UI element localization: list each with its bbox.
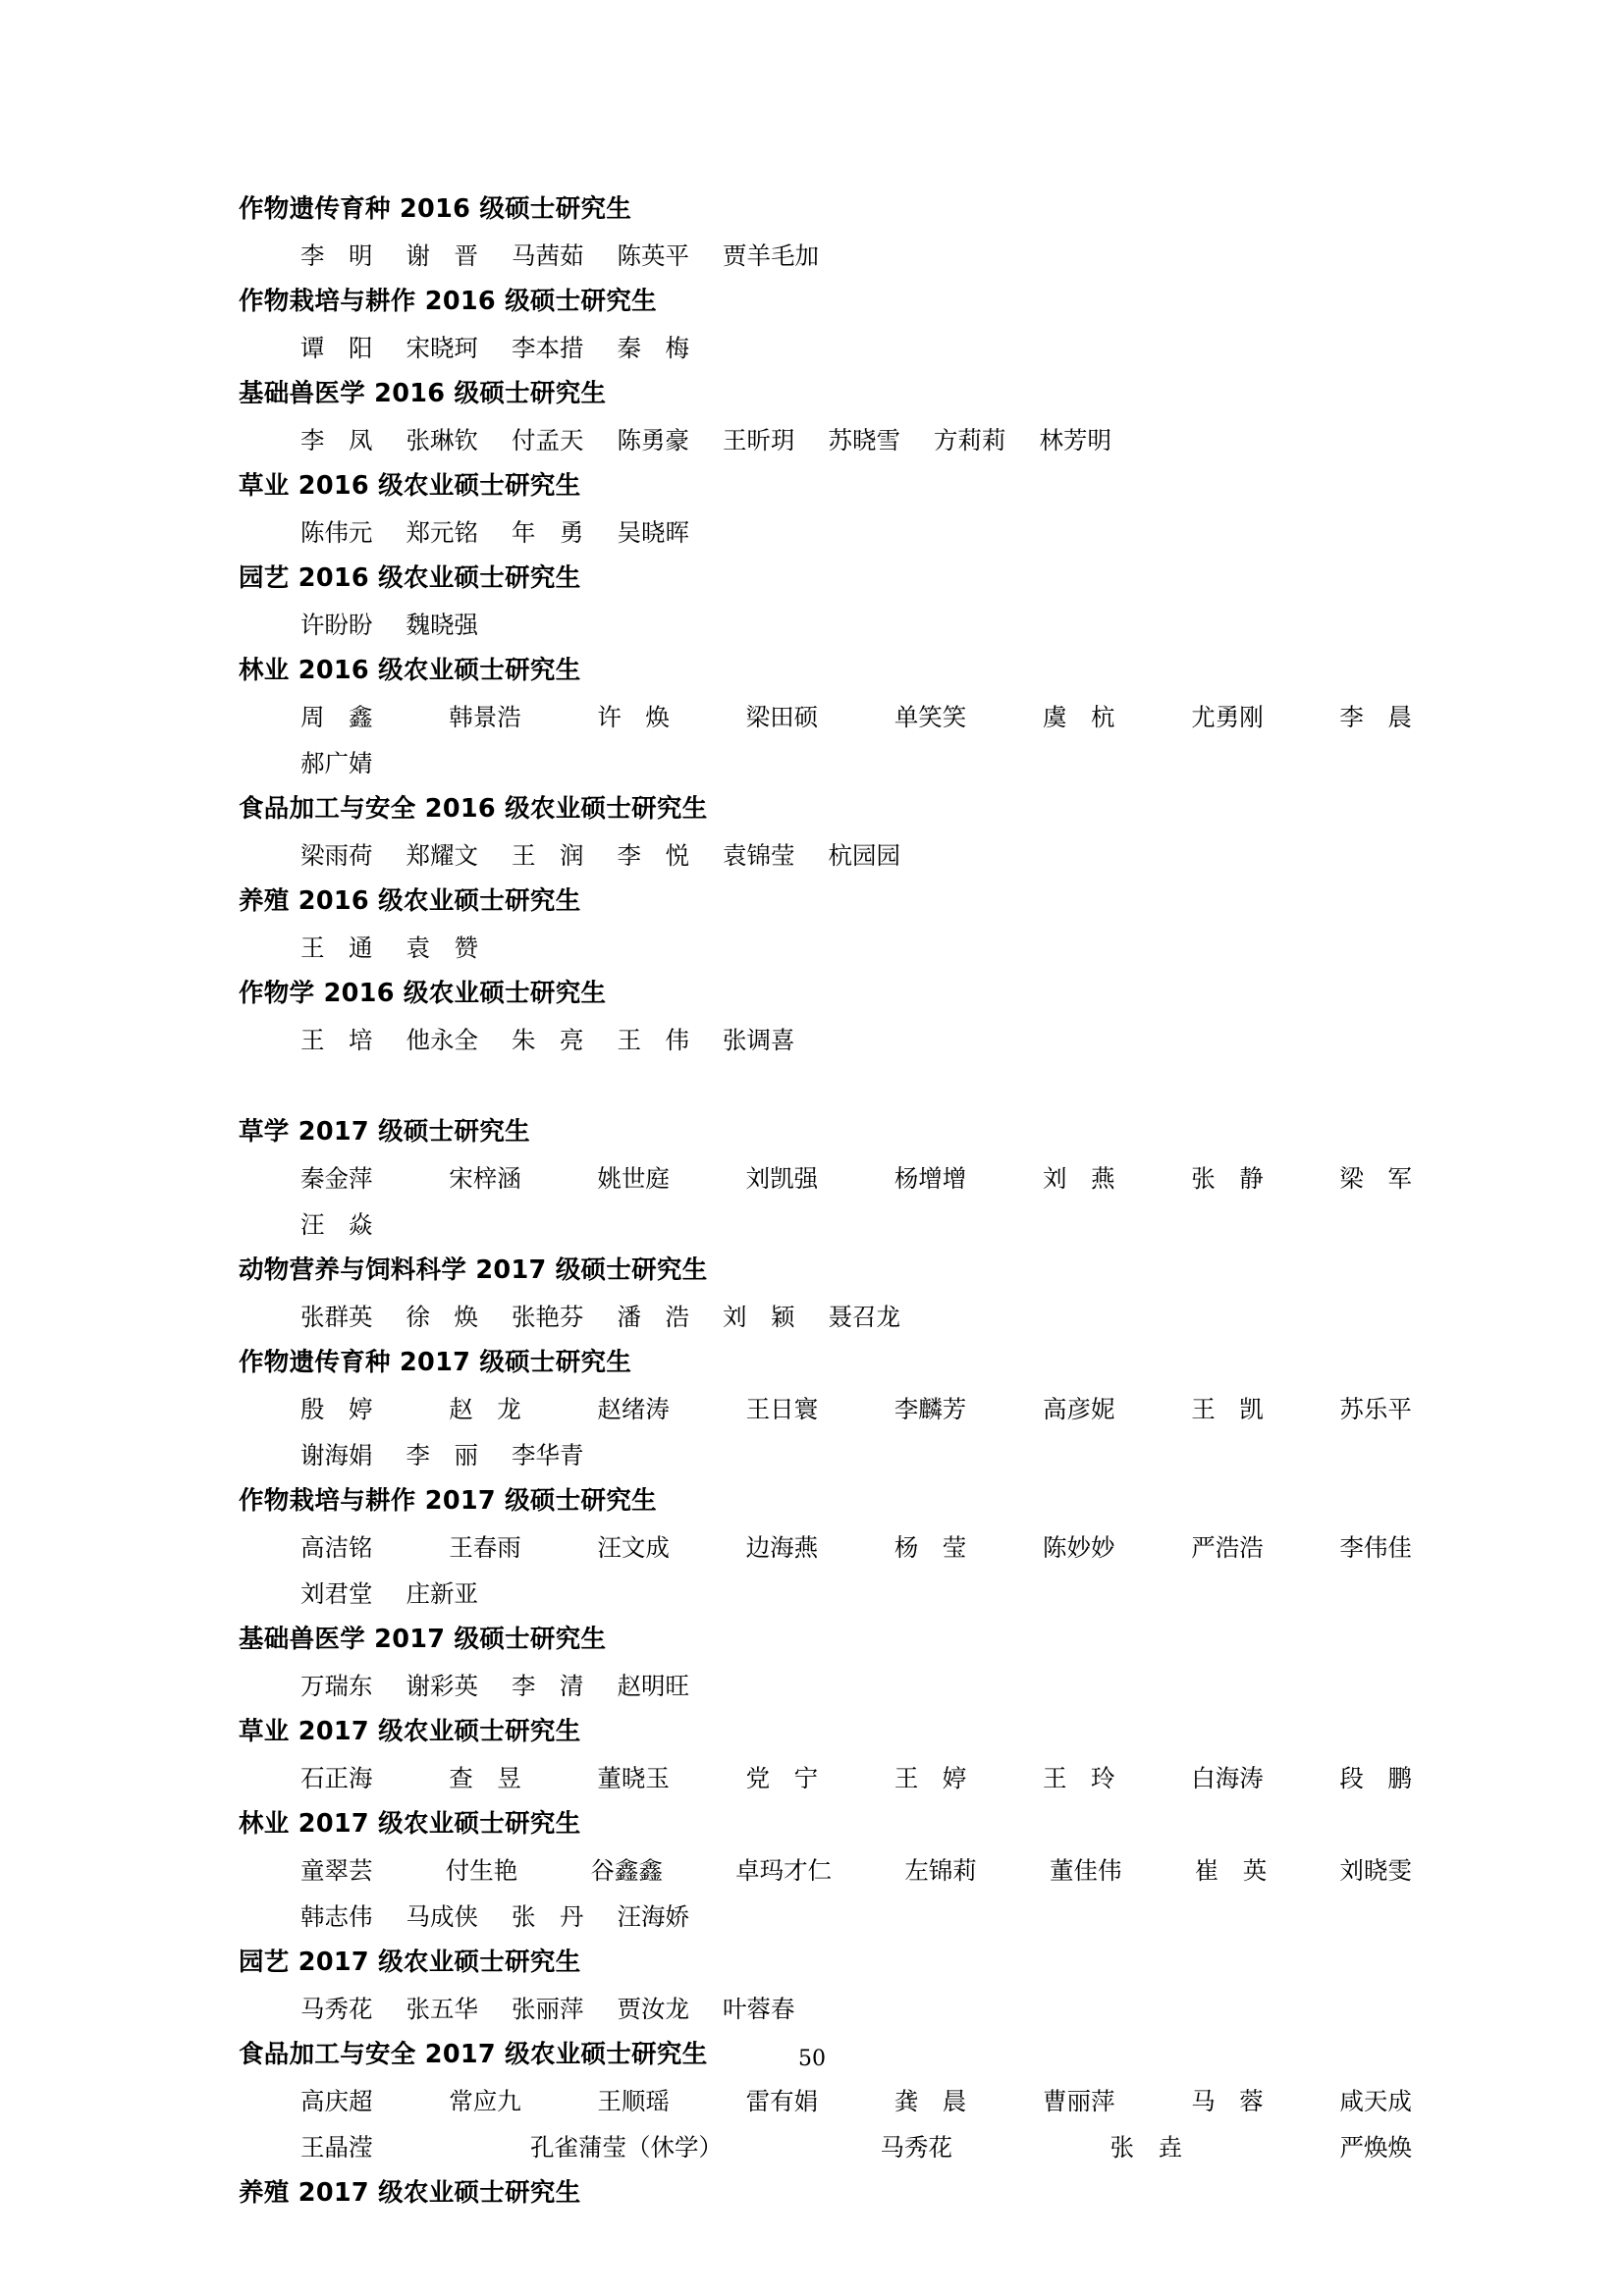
student-name: 王 凯: [1191, 1395, 1264, 1423]
student-name: 龚 晨: [893, 2087, 967, 2115]
student-name: 孔雀蒲莹（休学）: [530, 2133, 723, 2162]
name-row: [300, 832, 1412, 879]
student-name: 谭 阳: [300, 334, 373, 362]
student-name: 贾羊毛加: [723, 241, 819, 270]
student-name: 高洁铭: [300, 1533, 373, 1562]
student-name: 秦金萍: [300, 1164, 373, 1193]
student-name: 赵 龙: [449, 1395, 521, 1423]
student-name: 马成侠: [406, 1902, 478, 1931]
student-name: 查 昱: [449, 1764, 521, 1792]
student-name: 朱 亮: [512, 1026, 584, 1054]
student-name: 张琳钦: [406, 426, 478, 454]
student-name: 许盼盼: [300, 611, 373, 639]
program-heading: 作物栽培与耕作 2016 级硕士研究生: [239, 287, 657, 316]
student-name: 白海涛: [1191, 1764, 1264, 1792]
name-row: [300, 1294, 1412, 1340]
name-row: [300, 1847, 1412, 1894]
student-name-list: [239, 325, 1412, 371]
student-name-list: [239, 509, 1412, 556]
student-name: 张调喜: [723, 1026, 795, 1054]
student-name: 姚世庭: [597, 1164, 670, 1193]
student-name: 马秀花: [880, 2133, 952, 2162]
student-name: 尤勇刚: [1191, 703, 1264, 731]
student-name: 崔 英: [1194, 1856, 1268, 1885]
student-name: 谢彩英: [406, 1672, 478, 1700]
student-name: 袁 赞: [406, 934, 478, 962]
student-name: 秦 梅: [617, 334, 689, 362]
student-name: 李麟芳: [893, 1395, 967, 1423]
paragraph-spacer: [239, 1063, 1412, 1109]
program-section: [239, 1801, 1412, 1940]
student-name: 韩志伟: [300, 1902, 373, 1931]
program-heading: 作物遗传育种 2016 级硕士研究生: [239, 194, 632, 224]
student-name: 王昕玥: [723, 426, 795, 454]
student-name: 咸天成: [1339, 2087, 1412, 2115]
student-name: 袁锦莹: [723, 841, 795, 870]
program-section: [239, 971, 1412, 1063]
student-name: 梁田硕: [745, 703, 819, 731]
student-name: 边海燕: [745, 1533, 819, 1562]
student-name: 方莉莉: [934, 426, 1006, 454]
student-name: 刘凯强: [745, 1164, 819, 1193]
student-name: 年 勇: [512, 518, 584, 547]
name-row: [300, 740, 1412, 786]
name-row: [300, 1432, 1412, 1478]
name-row: [300, 1155, 1412, 1201]
student-name: 张 静: [1191, 1164, 1264, 1193]
name-row: [300, 602, 1412, 648]
student-name: 高彦妮: [1043, 1395, 1115, 1423]
student-name: 聂召龙: [828, 1303, 900, 1331]
student-name: 李伟佳: [1339, 1533, 1412, 1562]
program-heading: 园艺 2016 级农业硕士研究生: [239, 563, 581, 593]
student-name-list: [239, 925, 1412, 971]
student-name: 党 宁: [745, 1764, 819, 1792]
program-section: [239, 1340, 1412, 1478]
student-name: 王顺瑶: [597, 2087, 670, 2115]
student-name: 苏晓雪: [828, 426, 900, 454]
student-name: 李本措: [512, 334, 584, 362]
student-name: 郑耀文: [406, 841, 478, 870]
student-name: 付生艳: [445, 1856, 518, 1885]
student-name: 张艳芬: [512, 1303, 584, 1331]
student-name: 赵绪涛: [597, 1395, 670, 1423]
program-section: [239, 1940, 1412, 2032]
student-name: 王春雨: [449, 1533, 521, 1562]
student-name: 杨 莹: [893, 1533, 967, 1562]
program-section: [239, 1248, 1412, 1340]
program-heading: 林业 2016 级农业硕士研究生: [239, 656, 581, 685]
student-name: 潘 浩: [617, 1303, 689, 1331]
student-name: 林芳明: [1039, 426, 1111, 454]
name-row: [300, 1201, 1412, 1248]
student-name: 郝广婧: [300, 749, 373, 777]
program-heading: 作物遗传育种 2017 级硕士研究生: [239, 1348, 632, 1377]
program-heading: 食品加工与安全 2017 级农业硕士研究生: [239, 2040, 708, 2069]
program-section: [239, 556, 1412, 648]
student-name: 郑元铭: [406, 518, 478, 547]
student-name: 王晶滢: [300, 2133, 373, 2162]
program-heading: 养殖 2016 级农业硕士研究生: [239, 886, 581, 916]
student-name: 严焕焕: [1339, 2133, 1412, 2162]
program-heading: 草学 2017 级硕士研究生: [239, 1117, 530, 1147]
student-name: 韩景浩: [449, 703, 521, 731]
student-name: 梁 军: [1339, 1164, 1412, 1193]
program-heading: 林业 2017 级农业硕士研究生: [239, 1809, 581, 1839]
student-name: 刘 燕: [1043, 1164, 1115, 1193]
student-name: 李 丽: [406, 1441, 478, 1469]
student-name: 陈英平: [617, 241, 689, 270]
student-name: 付孟天: [512, 426, 584, 454]
student-name: 李 清: [512, 1672, 584, 1700]
student-name: 常应九: [449, 2087, 521, 2115]
student-name: 董晓玉: [597, 1764, 670, 1792]
student-name: 马秀花: [300, 1995, 373, 2023]
student-name: 梁雨荷: [300, 841, 373, 870]
student-name: 徐 焕: [406, 1303, 478, 1331]
student-name: 张丽萍: [512, 1995, 584, 2023]
student-name-list: [239, 1755, 1412, 1801]
program-heading: 作物栽培与耕作 2017 级硕士研究生: [239, 1486, 657, 1516]
program-section: [239, 1709, 1412, 1801]
student-name: 陈勇豪: [617, 426, 689, 454]
student-name-list: [239, 1294, 1412, 1340]
student-name: 虞 杭: [1043, 703, 1115, 731]
name-row: [300, 925, 1412, 971]
name-row: [300, 1571, 1412, 1617]
program-heading: 园艺 2017 级农业硕士研究生: [239, 1948, 581, 1977]
student-name: 赵明旺: [617, 1672, 689, 1700]
name-row: [300, 1524, 1412, 1571]
student-name: 吴晓晖: [617, 518, 689, 547]
student-name: 童翠芸: [300, 1856, 373, 1885]
student-name: 万瑞东: [300, 1672, 373, 1700]
name-row: [300, 1663, 1412, 1709]
student-name-list: [239, 417, 1412, 463]
name-row: [300, 2124, 1412, 2170]
name-row: [300, 2078, 1412, 2124]
program-section: [239, 2170, 1412, 2216]
document-body: [239, 187, 1412, 2216]
student-name-list: [239, 1847, 1412, 1940]
name-row: [300, 1386, 1412, 1432]
student-name-list: [239, 1017, 1412, 1063]
student-name: 刘晓雯: [1339, 1856, 1412, 1885]
student-name: 贾汝龙: [617, 1995, 689, 2023]
name-row: [300, 1986, 1412, 2032]
program-heading: 基础兽医学 2017 级硕士研究生: [239, 1625, 607, 1654]
student-name-list: [239, 694, 1412, 786]
program-section: [239, 648, 1412, 786]
student-name: 王 玲: [1043, 1764, 1115, 1792]
name-row: [300, 417, 1412, 463]
student-name: 石正海: [300, 1764, 373, 1792]
student-name-list: [239, 233, 1412, 279]
student-name: 杭园园: [828, 841, 900, 870]
name-row: [300, 1894, 1412, 1940]
student-name: 李 明: [300, 241, 373, 270]
student-name: 陈伟元: [300, 518, 373, 547]
student-name: 庄新亚: [406, 1579, 478, 1608]
student-name: 李 晨: [1339, 703, 1412, 731]
student-name: 张五华: [406, 1995, 478, 2023]
student-name-list: [239, 1386, 1412, 1478]
student-name: 王 通: [300, 934, 373, 962]
name-row: [300, 325, 1412, 371]
student-name: 王 婷: [893, 1764, 967, 1792]
student-name: 宋梓涵: [449, 1164, 521, 1193]
program-heading: 养殖 2017 级农业硕士研究生: [239, 2178, 581, 2208]
program-heading: 食品加工与安全 2016 级农业硕士研究生: [239, 794, 708, 824]
student-name: 李华青: [512, 1441, 584, 1469]
student-name: 单笑笑: [893, 703, 967, 731]
student-name: 段 鹏: [1339, 1764, 1412, 1792]
student-name: 曹丽萍: [1043, 2087, 1115, 2115]
student-name: 魏晓强: [406, 611, 478, 639]
student-name: 李 凤: [300, 426, 373, 454]
student-name: 许 焕: [597, 703, 670, 731]
student-name: 王日寰: [745, 1395, 819, 1423]
student-name-list: [239, 602, 1412, 648]
student-name: 谢 晋: [406, 241, 478, 270]
name-row: [300, 233, 1412, 279]
student-name: 雷有娟: [745, 2087, 819, 2115]
name-row: [300, 1755, 1412, 1801]
program-heading: 草业 2016 级农业硕士研究生: [239, 471, 581, 501]
student-name-list: [239, 1155, 1412, 1248]
program-heading: 作物学 2016 级农业硕士研究生: [239, 979, 607, 1008]
program-section: [239, 1478, 1412, 1617]
student-name: 刘 颖: [723, 1303, 795, 1331]
name-row: [300, 1017, 1412, 1063]
student-name: 张 垚: [1110, 2133, 1182, 2162]
name-row: [300, 509, 1412, 556]
student-name: 殷 婷: [300, 1395, 373, 1423]
student-name: 王 伟: [617, 1026, 689, 1054]
program-section: [239, 371, 1412, 463]
program-section: [239, 187, 1412, 279]
student-name: 周 鑫: [300, 703, 373, 731]
program-section: [239, 879, 1412, 971]
student-name: 汪 焱: [300, 1210, 373, 1239]
student-name: 马茜茹: [512, 241, 584, 270]
student-name: 宋晓珂: [406, 334, 478, 362]
student-name-list: [239, 2078, 1412, 2170]
page-number: 50: [798, 2047, 826, 2071]
program-section: [239, 786, 1412, 879]
student-name: 杨增增: [893, 1164, 967, 1193]
student-name: 李 悦: [617, 841, 689, 870]
student-name: 苏乐平: [1339, 1395, 1412, 1423]
student-name-list: [239, 1663, 1412, 1709]
student-name: 谢海娟: [300, 1441, 373, 1469]
student-name: 叶蓉春: [723, 1995, 795, 2023]
student-name: 严浩浩: [1191, 1533, 1264, 1562]
student-name: 他永全: [406, 1026, 478, 1054]
student-name: 汪文成: [597, 1533, 670, 1562]
student-name-list: [239, 1524, 1412, 1617]
student-name: 左锦莉: [904, 1856, 977, 1885]
program-section: [239, 279, 1412, 371]
student-name: 董佳伟: [1050, 1856, 1122, 1885]
program-heading: 基础兽医学 2016 级硕士研究生: [239, 379, 607, 408]
student-name: 王 润: [512, 841, 584, 870]
student-name: 谷鑫鑫: [590, 1856, 663, 1885]
program-section: [239, 1617, 1412, 1709]
student-name-list: [239, 1986, 1412, 2032]
student-name: 马 蓉: [1191, 2087, 1264, 2115]
student-name-list: [239, 832, 1412, 879]
program-heading: 动物营养与饲料科学 2017 级硕士研究生: [239, 1255, 708, 1285]
student-name: 卓玛才仁: [735, 1856, 833, 1885]
program-section: [239, 463, 1412, 556]
program-heading: 草业 2017 级农业硕士研究生: [239, 1717, 581, 1746]
student-name: 张 丹: [512, 1902, 584, 1931]
student-name: 张群英: [300, 1303, 373, 1331]
student-name: 高庆超: [300, 2087, 373, 2115]
student-name: 王 培: [300, 1026, 373, 1054]
student-name: 陈妙妙: [1043, 1533, 1115, 1562]
student-name: 汪海娇: [617, 1902, 689, 1931]
program-section: [239, 1109, 1412, 1248]
student-name: 刘君堂: [300, 1579, 373, 1608]
name-row: [300, 694, 1412, 740]
